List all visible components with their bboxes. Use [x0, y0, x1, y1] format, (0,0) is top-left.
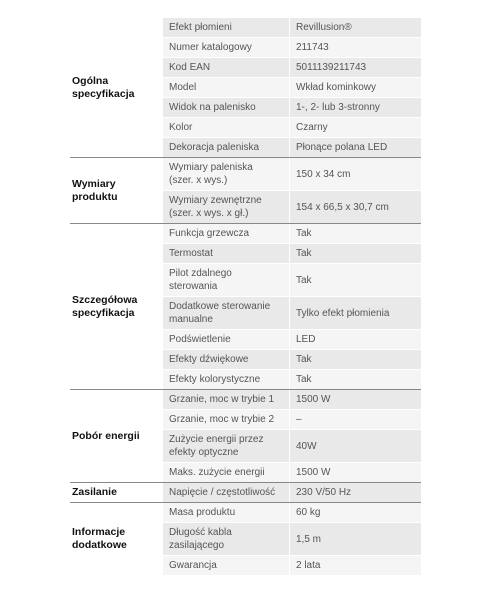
spec-value: Tak: [290, 244, 421, 263]
spec-value: Tak: [290, 350, 421, 369]
spec-label: Gwarancja: [162, 556, 290, 575]
spec-label: Efekt płomieni: [162, 18, 290, 37]
spec-label: Masa produktu: [162, 503, 290, 522]
spec-section: [70, 223, 421, 389]
spec-value: 1500 W: [290, 390, 421, 409]
spec-row: [162, 556, 421, 575]
spec-label: Maks. zużycie energii: [162, 463, 290, 482]
section-title: Ogólna specyfikacja: [72, 74, 135, 100]
spec-value: Tak: [290, 370, 421, 389]
spec-row: [162, 58, 421, 78]
spec-row: [162, 350, 421, 370]
spec-section: [70, 389, 421, 482]
spec-row: [162, 410, 421, 430]
spec-section: [70, 18, 421, 157]
spec-value: 40W: [290, 430, 421, 462]
spec-row: [162, 224, 421, 244]
section-rows: [162, 224, 421, 389]
spec-row: [162, 98, 421, 118]
spec-value: Tak: [290, 224, 421, 243]
spec-label: Kod EAN: [162, 58, 290, 77]
spec-label: Napięcie / częstotliwość: [162, 483, 290, 502]
spec-section: [70, 157, 421, 223]
spec-value: 60 kg: [290, 503, 421, 522]
spec-label: Zużycie energii przez efekty optyczne: [162, 430, 290, 462]
spec-row: [162, 523, 421, 556]
section-title: Szczegółowa specyfikacja: [72, 293, 138, 319]
spec-row: [162, 138, 421, 157]
spec-label: Grzanie, moc w trybie 1: [162, 390, 290, 409]
section-rows: [162, 158, 421, 223]
spec-label: Wymiary zewnętrzne (szer. x wys. x gł.): [162, 191, 290, 223]
section-rows: [162, 390, 421, 482]
spec-value: –: [290, 410, 421, 429]
spec-row: [162, 18, 421, 38]
spec-row: [162, 191, 421, 223]
spec-row: [162, 503, 421, 523]
spec-value: Płonące polana LED: [290, 138, 421, 157]
section-title: Zasilanie: [72, 486, 117, 498]
spec-row: [162, 38, 421, 58]
spec-label: Widok na palenisko: [162, 98, 290, 117]
spec-value: LED: [290, 330, 421, 349]
spec-label: Efekty kolorystyczne: [162, 370, 290, 389]
spec-row: [162, 244, 421, 264]
spec-label: Podświetlenie: [162, 330, 290, 349]
spec-label: Pilot zdalnego sterowania: [162, 264, 290, 296]
spec-row: [162, 430, 421, 463]
spec-row: [162, 158, 421, 191]
spec-value: 150 x 34 cm: [290, 158, 421, 190]
spec-value: Czarny: [290, 118, 421, 137]
spec-section: [70, 502, 421, 575]
section-rows: [162, 483, 421, 502]
spec-label: Termostat: [162, 244, 290, 263]
spec-row: [162, 390, 421, 410]
spec-row: [162, 483, 421, 502]
spec-label: Dekoracja paleniska: [162, 138, 290, 157]
spec-value: Tak: [290, 264, 421, 296]
section-rows: [162, 503, 421, 575]
spec-label: Długość kabla zasilającego: [162, 523, 290, 555]
spec-value: 154 x 66,5 x 30,7 cm: [290, 191, 421, 223]
spec-label: Dodatkowe sterowanie manualne: [162, 297, 290, 329]
spec-row: [162, 118, 421, 138]
section-rows: [162, 18, 421, 157]
spec-value: 2 lata: [290, 556, 421, 575]
spec-value: 1,5 m: [290, 523, 421, 555]
spec-label: Grzanie, moc w trybie 2: [162, 410, 290, 429]
spec-row: [162, 78, 421, 98]
section-title: Wymiary produktu: [72, 177, 118, 203]
spec-label: Model: [162, 78, 290, 97]
spec-row: [162, 264, 421, 297]
spec-row: [162, 370, 421, 389]
spec-label: Funkcja grzewcza: [162, 224, 290, 243]
spec-value: Tylko efekt płomienia: [290, 297, 421, 329]
spec-value: 1500 W: [290, 463, 421, 482]
section-title: Informacje dodatkowe: [72, 526, 127, 551]
spec-table: [70, 18, 421, 575]
spec-row: [162, 463, 421, 482]
spec-label: Efekty dźwiękowe: [162, 350, 290, 369]
spec-row: [162, 330, 421, 350]
spec-value: Revillusion®: [290, 18, 421, 37]
spec-value: Wkład kominkowy: [290, 78, 421, 97]
spec-row: [162, 297, 421, 330]
spec-value: 211743: [290, 38, 421, 57]
spec-value: 230 V/50 Hz: [290, 483, 421, 502]
spec-label: Numer katalogowy: [162, 38, 290, 57]
spec-label: Wymiary paleniska (szer. x wys.): [162, 158, 290, 190]
spec-label: Kolor: [162, 118, 290, 137]
spec-value: 1-, 2- lub 3-stronny: [290, 98, 421, 117]
spec-value: 5011139211743: [290, 58, 421, 77]
spec-section: [70, 482, 421, 502]
section-title: Pobór energii: [72, 429, 140, 442]
